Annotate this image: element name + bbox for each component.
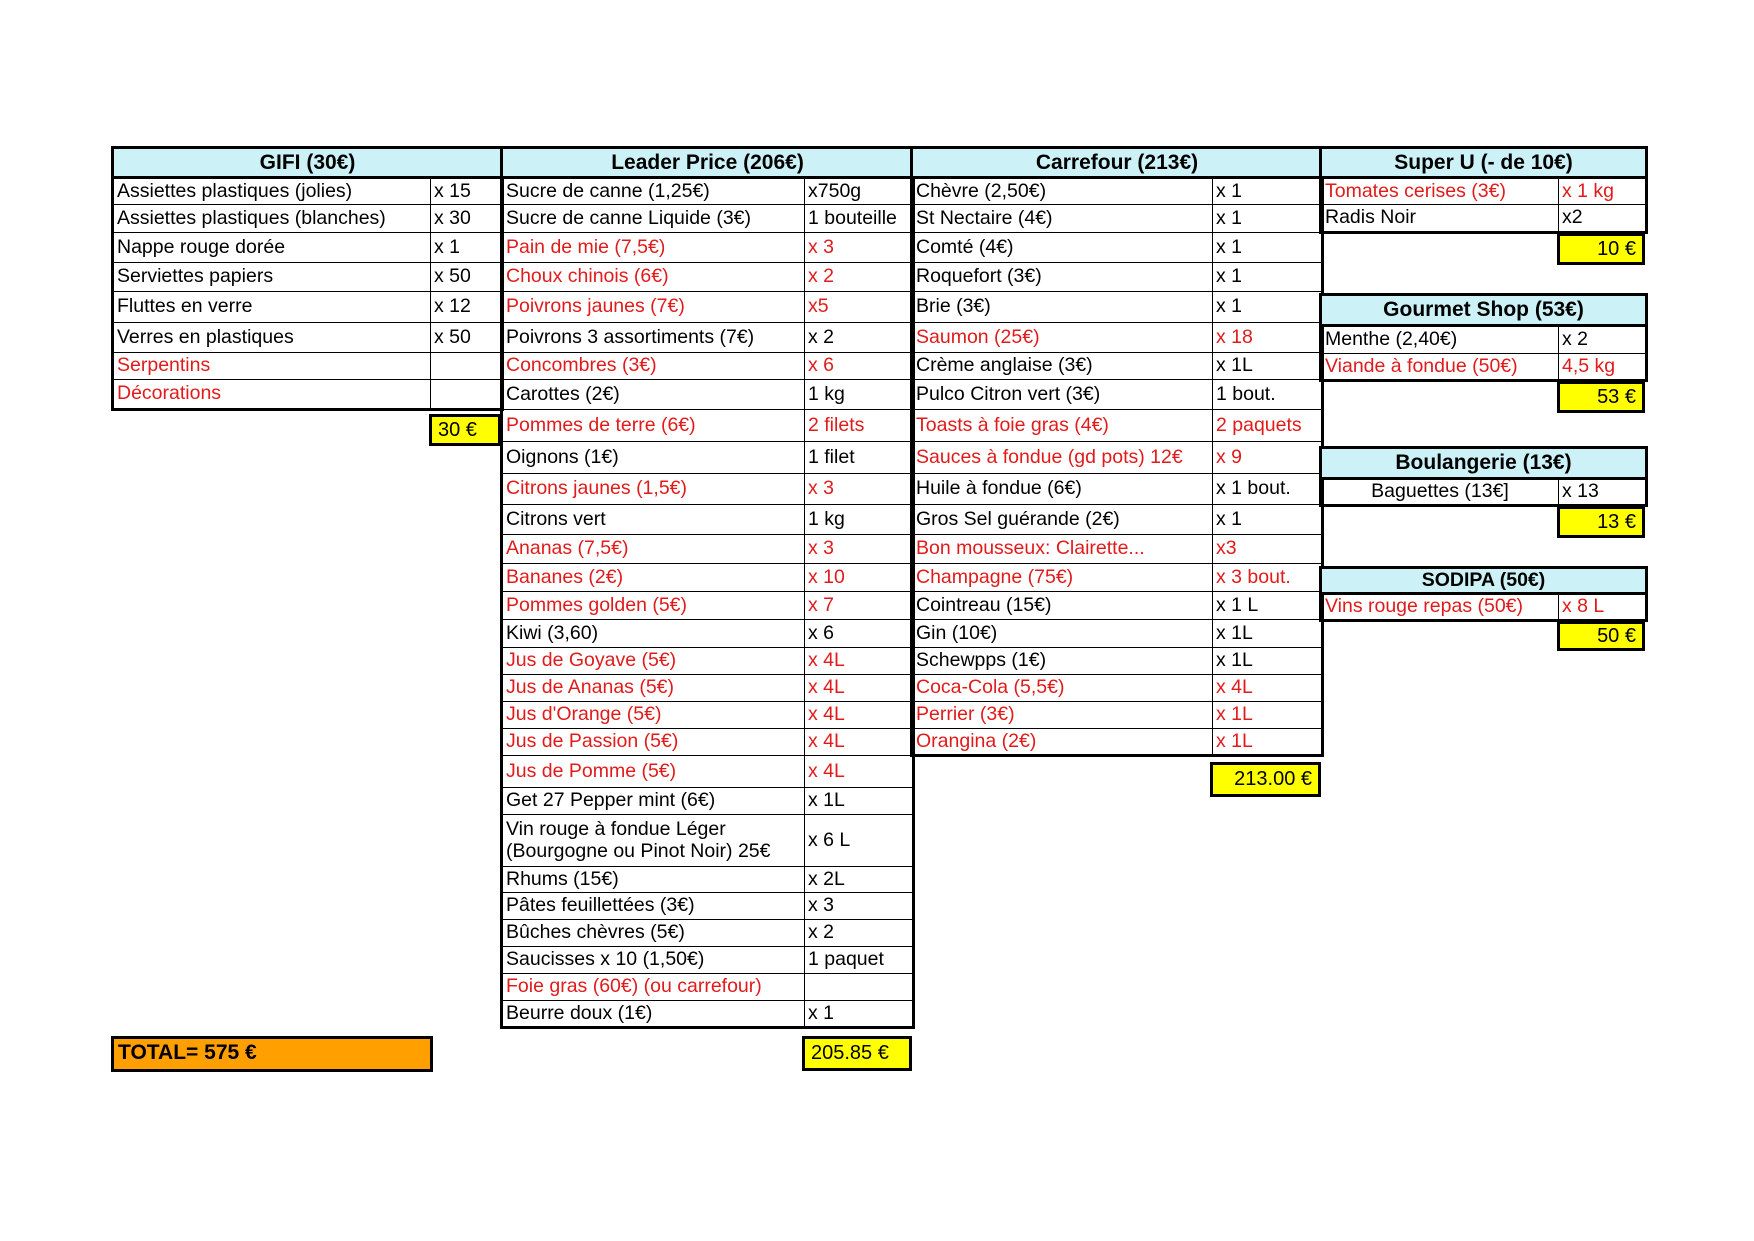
- super-u-table: [1319, 146, 1648, 234]
- item-qty: x 3: [805, 474, 914, 505]
- item-qty: x 50: [431, 323, 503, 353]
- item-qty: 1 bouteille: [805, 205, 914, 233]
- item-name: Coca-Cola (5,5€): [912, 675, 1213, 702]
- item-name: Sucre de canne (1,25€): [502, 178, 805, 205]
- item-qty: x 2: [805, 323, 914, 353]
- super-u-header: Super U (- de 10€): [1321, 148, 1647, 178]
- carrefour-table: [910, 146, 1324, 757]
- carrefour-total: 213.00 €: [1210, 762, 1321, 797]
- item-name: Viande à fondue (50€): [1321, 354, 1559, 381]
- item-qty: x 4L: [805, 702, 914, 729]
- item-qty: 1 bout.: [1213, 380, 1323, 410]
- leader-price-total: 205.85 €: [802, 1036, 912, 1071]
- item-name: Pain de mie (7,5€): [502, 233, 805, 263]
- item-name: Jus de Pomme (5€): [502, 756, 805, 788]
- item-qty: x 1L: [1213, 620, 1323, 648]
- item-qty: x 30: [431, 205, 503, 233]
- item-qty: x 3: [805, 233, 914, 263]
- item-qty: x 4L: [805, 648, 914, 675]
- item-name: Poivrons jaunes (7€): [502, 292, 805, 323]
- item-qty: x 1L: [805, 788, 914, 815]
- item-name: Baguettes (13€]: [1321, 479, 1559, 506]
- item-name: Foie gras (60€) (ou carrefour): [502, 974, 805, 1001]
- item-name: Menthe (2,40€): [1321, 326, 1559, 354]
- item-qty: x 1: [1213, 205, 1323, 233]
- item-qty: x 2: [1559, 326, 1647, 354]
- boulangerie-total: 13 €: [1557, 506, 1645, 538]
- item-qty: x 15: [431, 178, 503, 205]
- item-name: Saucisses x 10 (1,50€): [502, 947, 805, 974]
- item-name: Gin (10€): [912, 620, 1213, 648]
- item-name: St Nectaire (4€): [912, 205, 1213, 233]
- item-qty: x 1: [431, 233, 503, 263]
- item-qty: x 6 L: [805, 815, 914, 867]
- item-qty: 1 paquet: [805, 947, 914, 974]
- item-name: Orangina (2€): [912, 729, 1213, 756]
- gifi-total: 30 €: [429, 414, 501, 446]
- item-name: Beurre doux (1€): [502, 1001, 805, 1028]
- item-name: Pâtes feuillettées (3€): [502, 893, 805, 920]
- item-name: Get 27 Pepper mint (6€): [502, 788, 805, 815]
- item-name: Radis Noir: [1321, 205, 1559, 233]
- item-name: Chèvre (2,50€): [912, 178, 1213, 205]
- item-qty: x 1L: [1213, 702, 1323, 729]
- item-name: Crème anglaise (3€): [912, 353, 1213, 380]
- item-qty: x 4L: [1213, 675, 1323, 702]
- gourmet-shop-total: 53 €: [1557, 381, 1645, 413]
- item-qty: x 2L: [805, 867, 914, 893]
- super-u-total: 10 €: [1557, 233, 1645, 265]
- item-qty: x 3: [805, 893, 914, 920]
- item-name: Choux chinois (6€): [502, 263, 805, 292]
- item-name: Comté (4€): [912, 233, 1213, 263]
- item-qty: x 1 bout.: [1213, 474, 1323, 505]
- sodipa-header: SODIPA (50€): [1321, 568, 1647, 594]
- item-name: Bûches chèvres (5€): [502, 920, 805, 947]
- item-qty: [805, 974, 914, 1001]
- item-qty: x3: [1213, 535, 1323, 564]
- item-name: Carottes (2€): [502, 380, 805, 410]
- item-qty: x 18: [1213, 323, 1323, 353]
- item-name: Perrier (3€): [912, 702, 1213, 729]
- item-qty: x 1: [1213, 178, 1323, 205]
- item-name: Citrons jaunes (1,5€): [502, 474, 805, 505]
- boulangerie-header: Boulangerie (13€): [1321, 448, 1647, 479]
- item-name: Huile à fondue (6€): [912, 474, 1213, 505]
- item-name: Jus de Ananas (5€): [502, 675, 805, 702]
- item-name: Vins rouge repas (50€): [1321, 594, 1559, 621]
- item-name: Gros Sel guérande (2€): [912, 505, 1213, 535]
- item-name: Tomates cerises (3€): [1321, 178, 1559, 205]
- item-qty: x 4L: [805, 729, 914, 756]
- item-name: Jus de Passion (5€): [502, 729, 805, 756]
- item-qty: [431, 353, 503, 380]
- item-name: Roquefort (3€): [912, 263, 1213, 292]
- item-name: Décorations: [113, 380, 431, 410]
- item-name: Serviettes papiers: [113, 263, 431, 292]
- item-qty: x 1 kg: [1559, 178, 1647, 205]
- item-qty: x 12: [431, 292, 503, 323]
- sodipa-table: [1319, 566, 1648, 622]
- item-name: Jus d'Orange (5€): [502, 702, 805, 729]
- item-qty: x 6: [805, 620, 914, 648]
- item-name: Pommes golden (5€): [502, 592, 805, 620]
- item-qty: x5: [805, 292, 914, 323]
- item-qty: [431, 380, 503, 410]
- item-name: Kiwi (3,60): [502, 620, 805, 648]
- item-name: Champagne (75€): [912, 564, 1213, 592]
- item-name: Pommes de terre (6€): [502, 410, 805, 442]
- item-name: Assiettes plastiques (blanches): [113, 205, 431, 233]
- item-name: Oignons (1€): [502, 442, 805, 474]
- item-name: Bananes (2€): [502, 564, 805, 592]
- item-qty: x 10: [805, 564, 914, 592]
- item-qty: 1 filet: [805, 442, 914, 474]
- item-qty: 1 kg: [805, 380, 914, 410]
- item-qty: x 1L: [1213, 648, 1323, 675]
- item-name: Poivrons 3 assortiments (7€): [502, 323, 805, 353]
- item-name: Rhums (15€): [502, 867, 805, 893]
- item-name: Nappe rouge dorée: [113, 233, 431, 263]
- item-qty: x 1L: [1213, 353, 1323, 380]
- item-qty: x 1: [1213, 263, 1323, 292]
- item-qty: x 8 L: [1559, 594, 1647, 621]
- item-qty: x 7: [805, 592, 914, 620]
- gifi-table: [111, 146, 504, 411]
- item-qty: x 2: [805, 263, 914, 292]
- leader-price-header: Leader Price (206€): [502, 148, 914, 178]
- item-name: Bon mousseux: Clairette...: [912, 535, 1213, 564]
- sodipa-total: 50 €: [1557, 621, 1645, 651]
- item-name: Saumon (25€): [912, 323, 1213, 353]
- item-name: Pulco Citron vert (3€): [912, 380, 1213, 410]
- item-qty: x 13: [1559, 479, 1647, 506]
- carrefour-header: Carrefour (213€): [912, 148, 1323, 178]
- item-name: Ananas (7,5€): [502, 535, 805, 564]
- item-qty: x2: [1559, 205, 1647, 233]
- item-qty: x 4L: [805, 675, 914, 702]
- grand-total: TOTAL= 575 €: [111, 1036, 433, 1072]
- item-qty: x 9: [1213, 442, 1323, 474]
- item-qty: x 3 bout.: [1213, 564, 1323, 592]
- item-name: Assiettes plastiques (jolies): [113, 178, 431, 205]
- item-name: Toasts à foie gras (4€): [912, 410, 1213, 442]
- item-qty: x 50: [431, 263, 503, 292]
- item-name: Schewpps (1€): [912, 648, 1213, 675]
- leader-price-table: [500, 146, 915, 1029]
- item-qty: 2 paquets: [1213, 410, 1323, 442]
- item-name: Vin rouge à fondue Léger (Bourgogne ou Pinot Noir) 25€: [502, 815, 805, 867]
- item-name: Fluttes en verre: [113, 292, 431, 323]
- boulangerie-table: [1319, 446, 1648, 507]
- item-qty: x 4L: [805, 756, 914, 788]
- item-qty: x 1: [1213, 292, 1323, 323]
- item-qty: x750g: [805, 178, 914, 205]
- item-qty: x 1: [1213, 233, 1323, 263]
- item-qty: x 3: [805, 535, 914, 564]
- item-qty: 4,5 kg: [1559, 354, 1647, 381]
- item-name: Jus de Goyave (5€): [502, 648, 805, 675]
- item-qty: 2 filets: [805, 410, 914, 442]
- item-qty: x 1: [805, 1001, 914, 1028]
- gourmet-shop-table: [1319, 293, 1648, 382]
- item-name: Sauces à fondue (gd pots) 12€: [912, 442, 1213, 474]
- item-name: Citrons vert: [502, 505, 805, 535]
- gifi-header: GIFI (30€): [113, 148, 503, 178]
- item-qty: x 1: [1213, 505, 1323, 535]
- item-name: Brie (3€): [912, 292, 1213, 323]
- item-name: Serpentins: [113, 353, 431, 380]
- item-name: Sucre de canne Liquide (3€): [502, 205, 805, 233]
- gourmet-shop-header: Gourmet Shop (53€): [1321, 295, 1647, 326]
- item-qty: x 1 L: [1213, 592, 1323, 620]
- item-name: Cointreau (15€): [912, 592, 1213, 620]
- item-qty: 1 kg: [805, 505, 914, 535]
- item-name: Verres en plastiques: [113, 323, 431, 353]
- item-qty: x 6: [805, 353, 914, 380]
- item-qty: x 1L: [1213, 729, 1323, 756]
- item-qty: x 2: [805, 920, 914, 947]
- item-name: Concombres (3€): [502, 353, 805, 380]
